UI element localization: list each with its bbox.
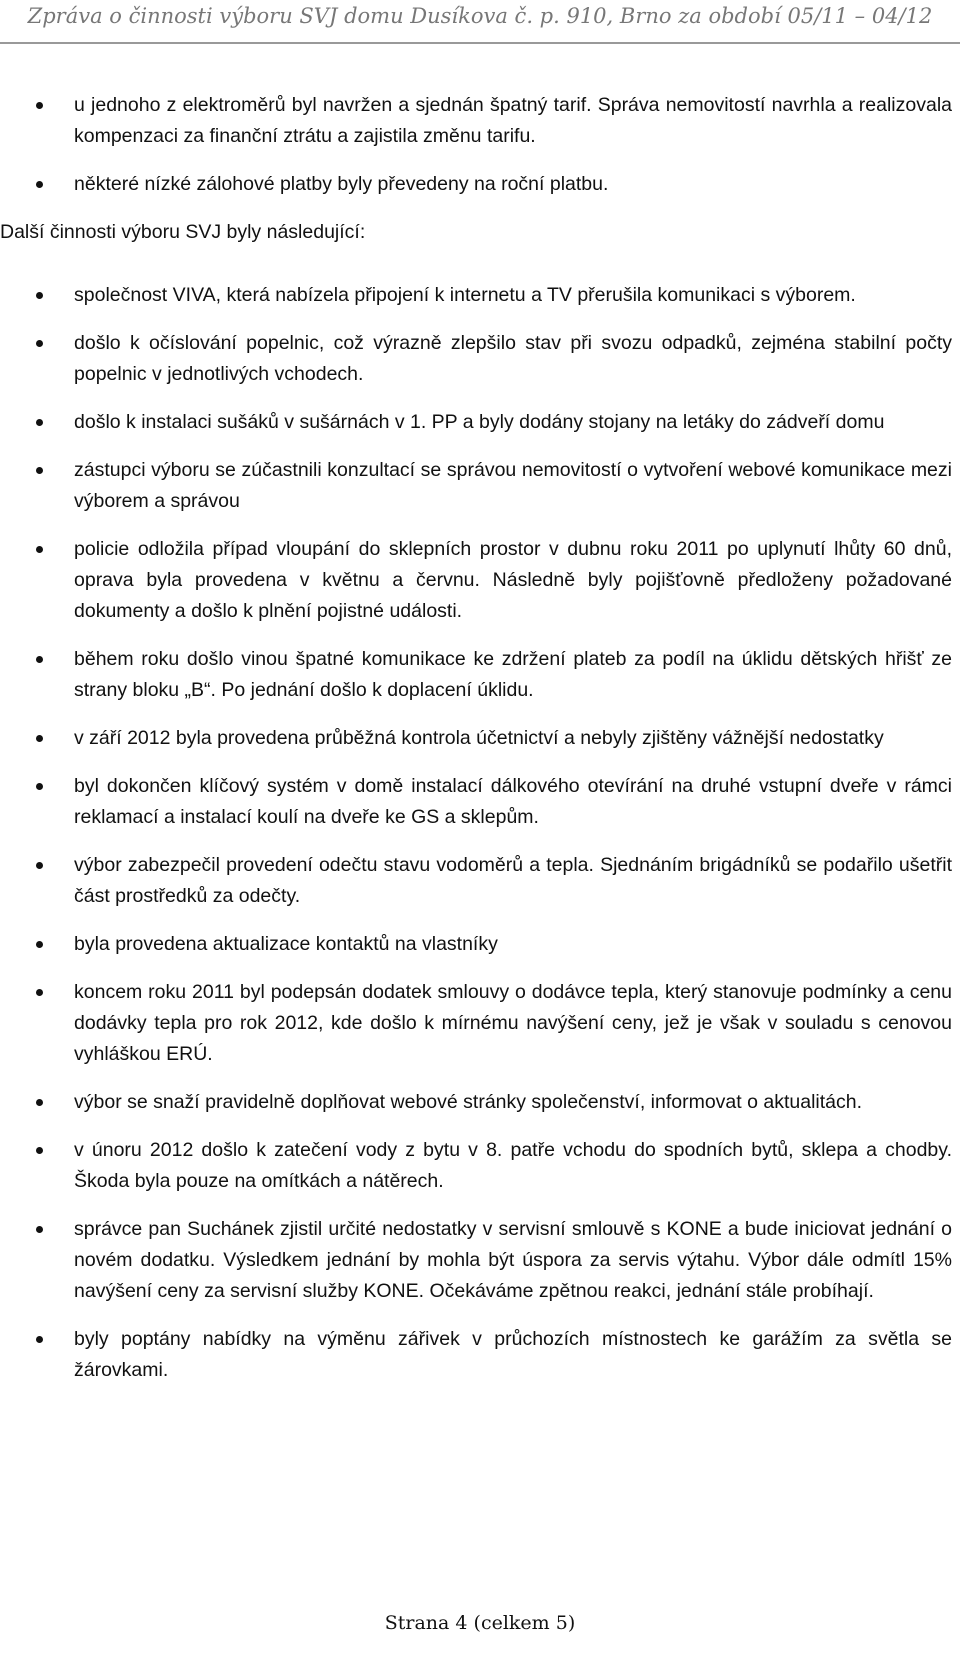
list-item: v září 2012 byla provedena průběžná kontrola účetnictví a nebyly zjištěny vážnější nedostatky xyxy=(0,723,960,754)
list-item: koncem roku 2011 byl podepsán dodatek smlouvy o dodávce tepla, který stanovuje podmínky a cenu dodávky tepla pro rok 2012, kde došlo k mírnému navýšení ceny, jež je však v souladu s cenovou vyhláškou ERÚ. xyxy=(0,977,960,1070)
page-number: Strana 4 (celkem 5) xyxy=(384,1612,576,1634)
list-item: policie odložila případ vloupání do sklepních prostor v dubnu roku 2011 po uplynutí lhůty 60 dnů, oprava byla provedena v květnu a červnu. Následně byly pojišťovně předloženy požadované dokumenty a došlo k plnění pojistné události. xyxy=(0,534,960,627)
document-body xyxy=(0,90,960,1403)
list-item: výbor zabezpečil provedení odečtu stavu vodoměrů a tepla. Sjednáním brigádníků se podařilo ušetřit část prostředků za odečty. xyxy=(0,850,960,912)
list-item: byl dokončen klíčový systém v domě instalací dálkového otevírání na druhé vstupní dveře v rámci reklamací a instalací koulí na dveře ke GS a sklepům. xyxy=(0,771,960,833)
bullet-list-top xyxy=(0,90,960,200)
list-item: došlo k očíslování popelnic, což výrazně zlepšilo stav při svozu odpadků, zejména stabilní počty popelnic v jednotlivých vchodech. xyxy=(0,328,960,390)
list-item: byly poptány nabídky na výměnu zářivek v průchozích místnostech ke garážím za světla se žárovkami. xyxy=(0,1324,960,1386)
header-divider xyxy=(0,42,960,44)
list-item: došlo k instalaci sušáků v sušárnách v 1. PP a byly dodány stojany na letáky do zádveří domu xyxy=(0,407,960,438)
list-item: zástupci výboru se zúčastnili konzultací se správou nemovitostí o vytvoření webové komunikace mezi výborem a správou xyxy=(0,455,960,517)
list-item: byla provedena aktualizace kontaktů na vlastníky xyxy=(0,929,960,960)
section-intro: Další činnosti výboru SVJ byly následující: xyxy=(0,221,366,243)
list-item: některé nízké zálohové platby byly převedeny na roční platbu. xyxy=(0,169,960,200)
running-header: Zpráva o činnosti výboru SVJ domu Dusíkova č. p. 910, Brno za období 05/11 – 04/12 xyxy=(27,4,933,28)
list-item: správce pan Suchánek zjistil určité nedostatky v servisní smlouvě s KONE a bude iniciovat jednání o novém dodatku. Výsledkem jednání by mohla být úspora za servis výtahu. Výbor dále odmítl 15% navýšení ceny za servisní služby KONE. Očekáváme zpětnou reakci, jednání stále probíhají. xyxy=(0,1214,960,1307)
list-item: u jednoho z elektroměrů byl navržen a sjednán špatný tarif. Správa nemovitostí navrhla a realizovala kompenzaci za finanční ztrátu a zajistila změnu tarifu. xyxy=(0,90,960,152)
list-item: v únoru 2012 došlo k zatečení vody z bytu v 8. patře vchodu do spodních bytů, sklepa a chodby. Škoda byla pouze na omítkách a nátěrech. xyxy=(0,1135,960,1197)
list-item: výbor se snaží pravidelně doplňovat webové stránky společenství, informovat o aktualitách. xyxy=(0,1087,960,1118)
list-item: společnost VIVA, která nabízela připojení k internetu a TV přerušila komunikaci s výborem. xyxy=(0,280,960,311)
bullet-list-main xyxy=(0,280,960,1386)
list-item: během roku došlo vinou špatné komunikace ke zdržení plateb za podíl na úklidu dětských hřišť ze strany bloku „B“. Po jednání došlo k doplacení úklidu. xyxy=(0,644,960,706)
